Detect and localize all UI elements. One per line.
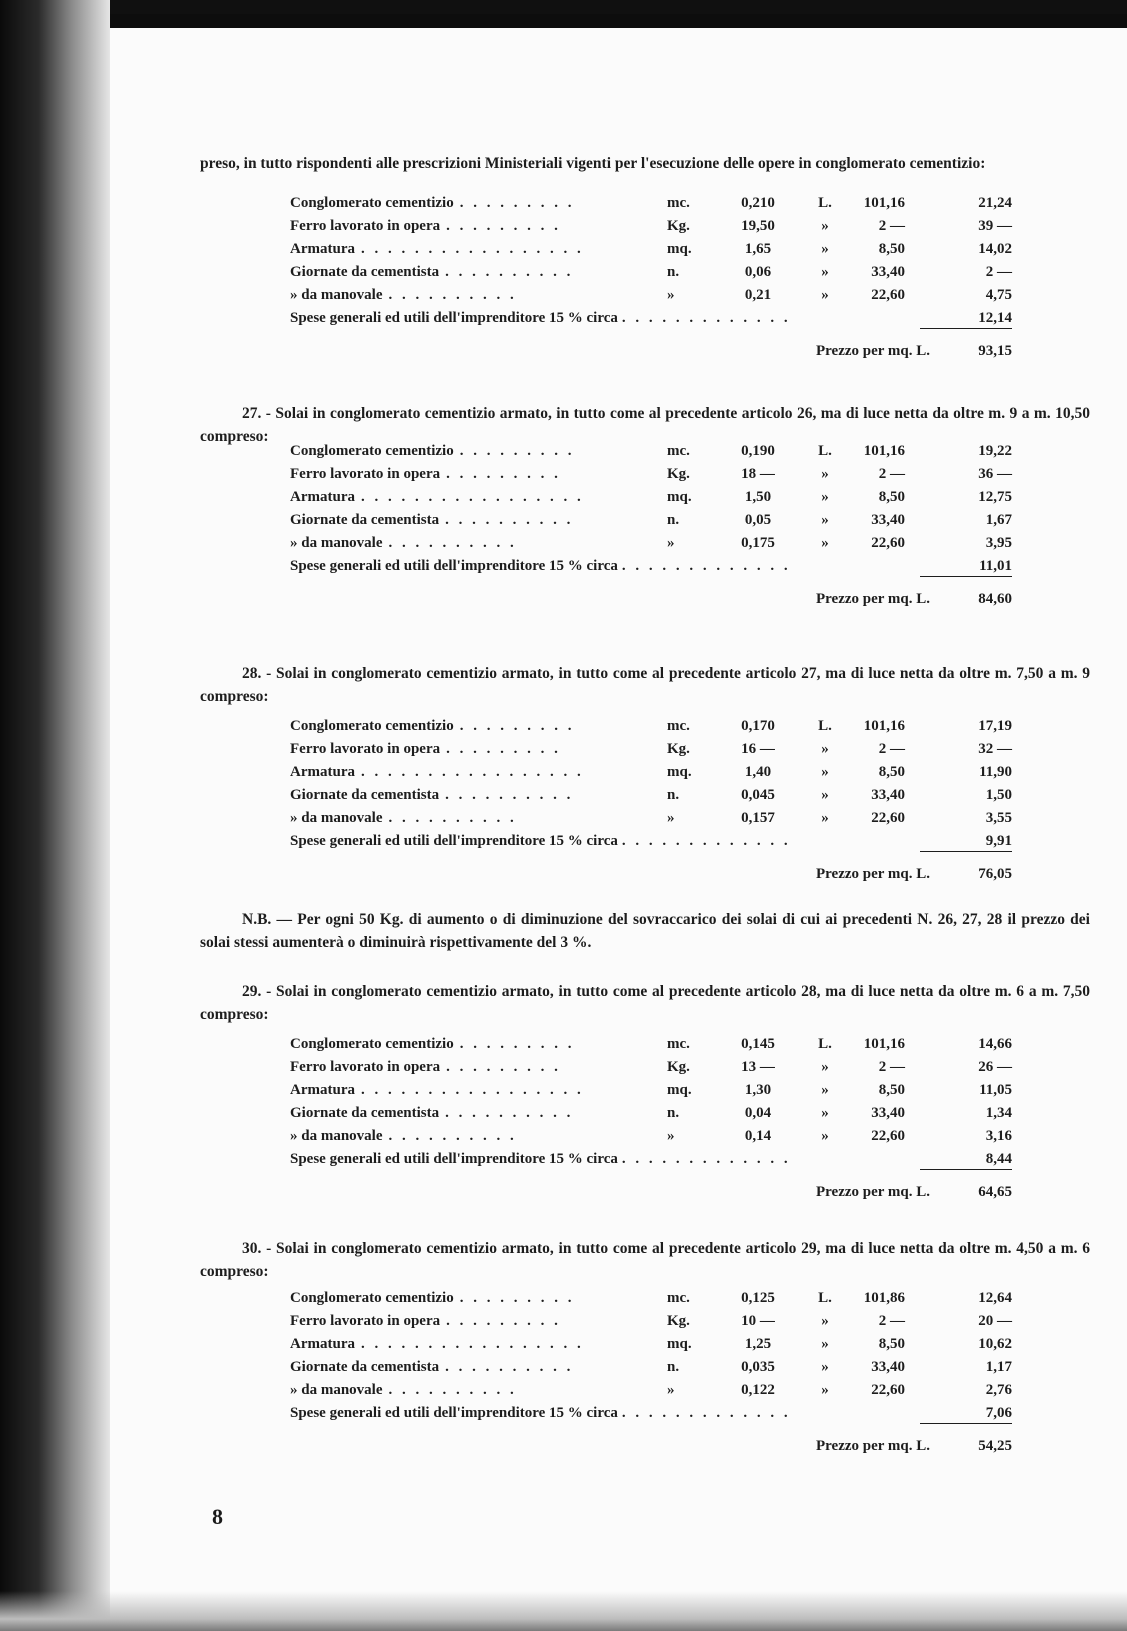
item-description-text: Conglomerato cementizio bbox=[290, 718, 454, 734]
cost-row bbox=[290, 1336, 1030, 1358]
quantity-cell: 0,145 bbox=[741, 1036, 775, 1052]
quantity-cell: 0,035 bbox=[741, 1359, 775, 1375]
leader-dots: . . . . . . . . . . . . . bbox=[621, 1405, 791, 1421]
quantity-cell: 0,122 bbox=[741, 1382, 775, 1398]
unit-price-cell: 8,50 bbox=[878, 764, 905, 780]
unit-price-cell: 2 — bbox=[878, 741, 905, 757]
cost-row bbox=[290, 718, 1030, 740]
amount-cell: 10,62 bbox=[978, 1336, 1012, 1352]
leader-dots: . . . . . . . . . bbox=[459, 443, 575, 459]
price-total-value: 93,15 bbox=[978, 343, 1012, 359]
unit-price-cell: 22,60 bbox=[871, 535, 905, 551]
item-description-text: Ferro lavorato in opera bbox=[290, 466, 441, 482]
leader-dots: . . . . . . . . . . . . . . . . . bbox=[360, 764, 584, 780]
item-description-text: » da manovale bbox=[290, 1382, 383, 1398]
item-description-text: Conglomerato cementizio bbox=[290, 1036, 454, 1052]
amount-cell: 4,75 bbox=[985, 287, 1012, 303]
currency-cell: » bbox=[821, 264, 829, 280]
unit-cell: mc. bbox=[667, 195, 690, 211]
leader-dots: . . . . . . . . . . bbox=[388, 1128, 517, 1144]
amount-cell: 3,55 bbox=[985, 810, 1012, 826]
unit-cell: Kg. bbox=[667, 741, 690, 757]
amount-cell: 1,34 bbox=[985, 1105, 1012, 1121]
unit-price-cell: 2 — bbox=[878, 218, 905, 234]
item-description-text: Armatura bbox=[290, 241, 355, 257]
overhead-amount: 12,14 bbox=[920, 310, 1012, 329]
article-heading: 27. - Solai in conglomerato cementizio armato, in tutto come al precedente articolo 26, ma di luce netta da oltre m. 9 a m. 10,50 compreso: bbox=[200, 405, 1090, 445]
overhead-text: Spese generali ed utili dell'imprenditore 15 % circa bbox=[290, 310, 618, 326]
amount-cell: 14,66 bbox=[978, 1036, 1012, 1052]
item-description-text: » da manovale bbox=[290, 1128, 383, 1144]
leader-dots: . . . . . . . . . bbox=[446, 466, 561, 482]
cost-row bbox=[290, 1128, 1030, 1150]
item-description bbox=[290, 1128, 517, 1145]
currency-cell: » bbox=[821, 1359, 829, 1375]
unit-cell: » bbox=[667, 1382, 675, 1398]
currency-cell: » bbox=[821, 241, 829, 257]
amount-cell: 11,05 bbox=[979, 1082, 1012, 1098]
quantity-cell: 0,210 bbox=[741, 195, 775, 211]
quantity-cell: 13 — bbox=[741, 1059, 775, 1075]
unit-price-cell: 101,16 bbox=[863, 443, 905, 459]
price-total-row bbox=[290, 343, 1030, 365]
item-description-text: Ferro lavorato in opera bbox=[290, 1059, 441, 1075]
amount-cell: 1,67 bbox=[985, 512, 1012, 528]
item-description bbox=[290, 1313, 561, 1330]
unit-price-cell: 22,60 bbox=[871, 1382, 905, 1398]
unit-cell: n. bbox=[667, 512, 680, 528]
unit-cell: n. bbox=[667, 1105, 680, 1121]
unit-cell: Kg. bbox=[667, 1313, 690, 1329]
cost-row bbox=[290, 1036, 1030, 1058]
quantity-cell: 10 — bbox=[741, 1313, 775, 1329]
price-total-label: Prezzo per mq. L. bbox=[815, 1438, 930, 1454]
item-description-text: Armatura bbox=[290, 1082, 355, 1098]
leader-dots: . . . . . . . . . . . . . bbox=[621, 833, 791, 849]
unit-price-cell: 101,16 bbox=[863, 1036, 905, 1052]
item-description bbox=[290, 1059, 561, 1076]
price-total-value: 84,60 bbox=[978, 591, 1012, 607]
cost-row bbox=[290, 1382, 1030, 1404]
unit-cell: mc. bbox=[667, 1290, 690, 1306]
leader-dots: . . . . . . . . . . bbox=[388, 1382, 517, 1398]
leader-dots: . . . . . . . . . bbox=[446, 1059, 561, 1075]
amount-cell: 2 — bbox=[985, 264, 1012, 280]
cost-row bbox=[290, 1082, 1030, 1104]
item-description-text: Armatura bbox=[290, 1336, 355, 1352]
item-description bbox=[290, 741, 561, 758]
amount-cell: 17,19 bbox=[978, 718, 1012, 734]
cost-row bbox=[290, 512, 1030, 534]
currency-cell: L. bbox=[818, 195, 832, 211]
cost-row bbox=[290, 1290, 1030, 1312]
leader-dots: . . . . . . . . . bbox=[459, 1290, 575, 1306]
quantity-cell: 1,25 bbox=[744, 1336, 772, 1352]
item-description bbox=[290, 512, 573, 529]
leader-dots: . . . . . . . . . . bbox=[445, 1105, 574, 1121]
item-description bbox=[290, 466, 561, 483]
unit-price-cell: 8,50 bbox=[878, 1336, 905, 1352]
cost-row bbox=[290, 787, 1030, 809]
item-description bbox=[290, 443, 574, 460]
amount-cell: 19,22 bbox=[978, 443, 1012, 459]
price-total-label: Prezzo per mq. L. bbox=[815, 1184, 930, 1200]
quantity-cell: 19,50 bbox=[741, 218, 775, 234]
amount-cell: 3,95 bbox=[985, 535, 1012, 551]
item-description bbox=[290, 241, 584, 258]
item-description-text: Giornate da cementista bbox=[290, 264, 440, 280]
currency-cell: L. bbox=[818, 718, 832, 734]
quantity-cell: 0,157 bbox=[741, 810, 775, 826]
amount-cell: 12,75 bbox=[978, 489, 1012, 505]
leader-dots: . . . . . . . . . . . . . bbox=[621, 558, 791, 574]
overhead-row bbox=[290, 1405, 1030, 1427]
unit-cell: » bbox=[667, 287, 675, 303]
cost-row bbox=[290, 1059, 1030, 1081]
quantity-cell: 16 — bbox=[741, 741, 775, 757]
currency-cell: » bbox=[821, 287, 829, 303]
article-heading: 30. - Solai in conglomerato cementizio armato, in tutto come al precedente articolo 29, ma di luce netta da oltre m. 4,50 a m. 6 compreso: bbox=[200, 1240, 1090, 1280]
intro-paragraph: preso, in tutto rispondenti alle prescrizioni Ministeriali vigenti per l'esecuzione delle opere in conglomerato cementizio: bbox=[200, 155, 986, 172]
leader-dots: . . . . . . . . . bbox=[459, 1036, 575, 1052]
currency-cell: L. bbox=[818, 443, 832, 459]
amount-cell: 12,64 bbox=[978, 1290, 1012, 1306]
item-description bbox=[290, 810, 517, 827]
cost-row bbox=[290, 241, 1030, 263]
leader-dots: . . . . . . . . . bbox=[459, 195, 575, 211]
item-description-text: Giornate da cementista bbox=[290, 787, 440, 803]
quantity-cell: 0,170 bbox=[741, 718, 775, 734]
currency-cell: » bbox=[821, 466, 829, 482]
overhead-text: Spese generali ed utili dell'imprenditore 15 % circa bbox=[290, 833, 618, 849]
price-total-row bbox=[290, 591, 1030, 613]
currency-cell: » bbox=[821, 764, 829, 780]
overhead-description bbox=[290, 558, 791, 575]
unit-cell: mq. bbox=[667, 241, 692, 257]
currency-cell: » bbox=[821, 535, 829, 551]
cost-row bbox=[290, 764, 1030, 786]
unit-price-cell: 2 — bbox=[878, 1059, 905, 1075]
quantity-cell: 0,175 bbox=[741, 535, 775, 551]
unit-price-cell: 8,50 bbox=[878, 489, 905, 505]
overhead-amount: 11,01 bbox=[920, 558, 1012, 577]
overhead-amount: 9,91 bbox=[920, 833, 1012, 852]
overhead-description bbox=[290, 833, 791, 850]
currency-cell: » bbox=[821, 512, 829, 528]
quantity-cell: 0,06 bbox=[744, 264, 772, 280]
quantity-cell: 1,30 bbox=[744, 1082, 772, 1098]
cost-row bbox=[290, 1359, 1030, 1381]
unit-price-cell: 101,16 bbox=[863, 195, 905, 211]
amount-cell: 32 — bbox=[978, 741, 1012, 757]
item-description bbox=[290, 535, 517, 552]
unit-cell: n. bbox=[667, 1359, 680, 1375]
unit-cell: mq. bbox=[667, 1082, 692, 1098]
currency-cell: » bbox=[821, 787, 829, 803]
price-total-value: 64,65 bbox=[978, 1184, 1012, 1200]
unit-price-cell: 2 — bbox=[878, 1313, 905, 1329]
item-description-text: Ferro lavorato in opera bbox=[290, 741, 441, 757]
overhead-amount: 8,44 bbox=[920, 1151, 1012, 1170]
quantity-cell: 0,21 bbox=[744, 287, 772, 303]
unit-price-cell: 22,60 bbox=[871, 810, 905, 826]
unit-cell: Kg. bbox=[667, 218, 690, 234]
amount-cell: 21,24 bbox=[978, 195, 1012, 211]
item-description-text: » da manovale bbox=[290, 810, 383, 826]
overhead-text: Spese generali ed utili dell'imprenditore 15 % circa bbox=[290, 558, 618, 574]
item-description bbox=[290, 1082, 584, 1099]
item-description-text: Conglomerato cementizio bbox=[290, 1290, 454, 1306]
overhead-description bbox=[290, 1405, 791, 1422]
currency-cell: » bbox=[821, 741, 829, 757]
amount-cell: 2,76 bbox=[985, 1382, 1012, 1398]
item-description-text: Armatura bbox=[290, 489, 355, 505]
leader-dots: . . . . . . . . . . . . . . . . . bbox=[360, 1082, 584, 1098]
quantity-cell: 0,190 bbox=[741, 443, 775, 459]
unit-price-cell: 33,40 bbox=[871, 512, 905, 528]
item-description-text: » da manovale bbox=[290, 287, 383, 303]
cost-row bbox=[290, 489, 1030, 511]
unit-price-cell: 33,40 bbox=[871, 264, 905, 280]
overhead-text: Spese generali ed utili dell'imprenditore 15 % circa bbox=[290, 1151, 618, 1167]
quantity-cell: 0,125 bbox=[741, 1290, 775, 1306]
quantity-cell: 0,14 bbox=[744, 1128, 772, 1144]
currency-cell: L. bbox=[818, 1290, 832, 1306]
quantity-cell: 1,65 bbox=[744, 241, 772, 257]
item-description bbox=[290, 1105, 573, 1122]
unit-price-cell: 22,60 bbox=[871, 287, 905, 303]
unit-price-cell: 8,50 bbox=[878, 241, 905, 257]
item-description bbox=[290, 218, 561, 235]
amount-cell: 39 — bbox=[978, 218, 1012, 234]
leader-dots: . . . . . . . . . . . . . bbox=[621, 1151, 791, 1167]
leader-dots: . . . . . . . . . . bbox=[388, 810, 517, 826]
leader-dots: . . . . . . . . . . . . . . . . . bbox=[360, 489, 584, 505]
item-description bbox=[290, 264, 573, 281]
currency-cell: » bbox=[821, 1105, 829, 1121]
unit-price-cell: 101,16 bbox=[863, 718, 905, 734]
unit-cell: mc. bbox=[667, 1036, 690, 1052]
amount-cell: 3,16 bbox=[985, 1128, 1012, 1144]
price-total-label: Prezzo per mq. L. bbox=[815, 866, 930, 882]
item-description bbox=[290, 718, 574, 735]
item-description-text: Ferro lavorato in opera bbox=[290, 1313, 441, 1329]
cost-row bbox=[290, 535, 1030, 557]
leader-dots: . . . . . . . . . . bbox=[388, 535, 517, 551]
overhead-description bbox=[290, 310, 791, 327]
price-total-label: Prezzo per mq. L. bbox=[815, 343, 930, 359]
unit-cell: n. bbox=[667, 787, 680, 803]
unit-price-cell: 33,40 bbox=[871, 1105, 905, 1121]
unit-cell: » bbox=[667, 810, 675, 826]
price-total-value: 54,25 bbox=[978, 1438, 1012, 1454]
article-heading: 29. - Solai in conglomerato cementizio armato, in tutto come al precedente articolo 28, ma di luce netta da oltre m. 6 a m. 7,50 compreso: bbox=[200, 983, 1090, 1023]
leader-dots: . . . . . . . . . . . . . . . . . bbox=[360, 241, 584, 257]
item-description-text: Ferro lavorato in opera bbox=[290, 218, 441, 234]
unit-price-cell: 33,40 bbox=[871, 1359, 905, 1375]
cost-row bbox=[290, 264, 1030, 286]
item-description-text: » da manovale bbox=[290, 535, 383, 551]
leader-dots: . . . . . . . . . . bbox=[445, 512, 574, 528]
amount-cell: 1,50 bbox=[985, 787, 1012, 803]
quantity-cell: 0,04 bbox=[744, 1105, 772, 1121]
nb-note: N.B. — Per ogni 50 Kg. di aumento o di diminuzione del sovraccarico dei solai di cui ai precedenti N. 26, 27, 28 il prezzo dei solai stessi aumenterà o diminuirà rispettivamente del 3 %. bbox=[200, 911, 1090, 951]
currency-cell: » bbox=[821, 1082, 829, 1098]
price-total-row bbox=[290, 866, 1030, 888]
cost-row bbox=[290, 1313, 1030, 1335]
overhead-amount: 7,06 bbox=[920, 1405, 1012, 1424]
item-description bbox=[290, 489, 584, 506]
overhead-row bbox=[290, 833, 1030, 855]
unit-price-cell: 8,50 bbox=[878, 1082, 905, 1098]
currency-cell: » bbox=[821, 1128, 829, 1144]
item-description bbox=[290, 195, 574, 212]
item-description-text: Conglomerato cementizio bbox=[290, 195, 454, 211]
quantity-cell: 0,05 bbox=[744, 512, 772, 528]
price-total-row bbox=[290, 1184, 1030, 1206]
item-description bbox=[290, 1382, 517, 1399]
amount-cell: 14,02 bbox=[978, 241, 1012, 257]
price-total-label: Prezzo per mq. L. bbox=[815, 591, 930, 607]
amount-cell: 11,90 bbox=[979, 764, 1012, 780]
price-total-value: 76,05 bbox=[978, 866, 1012, 882]
leader-dots: . . . . . . . . . . bbox=[445, 787, 574, 803]
unit-price-cell: 101,86 bbox=[863, 1290, 905, 1306]
currency-cell: » bbox=[821, 1382, 829, 1398]
unit-cell: » bbox=[667, 535, 675, 551]
unit-cell: Kg. bbox=[667, 466, 690, 482]
cost-row bbox=[290, 287, 1030, 309]
cost-row bbox=[290, 741, 1030, 763]
unit-cell: n. bbox=[667, 264, 680, 280]
quantity-cell: 0,045 bbox=[741, 787, 775, 803]
quantity-cell: 1,50 bbox=[744, 489, 772, 505]
overhead-description bbox=[290, 1151, 791, 1168]
item-description bbox=[290, 787, 573, 804]
item-description-text: Conglomerato cementizio bbox=[290, 443, 454, 459]
quantity-cell: 18 — bbox=[741, 466, 775, 482]
unit-cell: mc. bbox=[667, 718, 690, 734]
cost-row bbox=[290, 195, 1030, 217]
page-number: 8 bbox=[212, 1504, 223, 1529]
leader-dots: . . . . . . . . . bbox=[446, 1313, 561, 1329]
overhead-row bbox=[290, 558, 1030, 580]
currency-cell: L. bbox=[818, 1036, 832, 1052]
item-description bbox=[290, 764, 584, 781]
unit-cell: » bbox=[667, 1128, 675, 1144]
leader-dots: . . . . . . . . . bbox=[446, 218, 561, 234]
item-description-text: Giornate da cementista bbox=[290, 512, 440, 528]
item-description bbox=[290, 1359, 573, 1376]
overhead-row bbox=[290, 1151, 1030, 1173]
unit-cell: mq. bbox=[667, 489, 692, 505]
currency-cell: » bbox=[821, 1313, 829, 1329]
unit-cell: Kg. bbox=[667, 1059, 690, 1075]
leader-dots: . . . . . . . . . bbox=[446, 741, 561, 757]
item-description-text: Giornate da cementista bbox=[290, 1359, 440, 1375]
item-description-text: Armatura bbox=[290, 764, 355, 780]
cost-row bbox=[290, 810, 1030, 832]
article-heading: 28. - Solai in conglomerato cementizio armato, in tutto come al precedente articolo 27, ma di luce netta da oltre m. 7,50 a m. 9 compreso: bbox=[200, 665, 1090, 705]
unit-price-cell: 22,60 bbox=[871, 1128, 905, 1144]
leader-dots: . . . . . . . . . . . . . . . . . bbox=[360, 1336, 584, 1352]
leader-dots: . . . . . . . . . . bbox=[445, 264, 574, 280]
cost-row bbox=[290, 1105, 1030, 1127]
item-description-text: Giornate da cementista bbox=[290, 1105, 440, 1121]
overhead-text: Spese generali ed utili dell'imprenditore 15 % circa bbox=[290, 1405, 618, 1421]
unit-cell: mc. bbox=[667, 443, 690, 459]
item-description bbox=[290, 1336, 584, 1353]
leader-dots: . . . . . . . . . . bbox=[388, 287, 517, 303]
currency-cell: » bbox=[821, 1336, 829, 1352]
leader-dots: . . . . . . . . . . . . . bbox=[621, 310, 791, 326]
leader-dots: . . . . . . . . . . bbox=[445, 1359, 574, 1375]
leader-dots: . . . . . . . . . bbox=[459, 718, 575, 734]
currency-cell: » bbox=[821, 218, 829, 234]
price-total-row bbox=[290, 1438, 1030, 1460]
cost-row bbox=[290, 443, 1030, 465]
unit-price-cell: 33,40 bbox=[871, 787, 905, 803]
unit-price-cell: 2 — bbox=[878, 466, 905, 482]
item-description bbox=[290, 1036, 574, 1053]
unit-cell: mq. bbox=[667, 764, 692, 780]
quantity-cell: 1,40 bbox=[744, 764, 772, 780]
amount-cell: 20 — bbox=[978, 1313, 1012, 1329]
cost-row bbox=[290, 218, 1030, 240]
cost-row bbox=[290, 466, 1030, 488]
amount-cell: 36 — bbox=[978, 466, 1012, 482]
unit-cell: mq. bbox=[667, 1336, 692, 1352]
currency-cell: » bbox=[821, 1059, 829, 1075]
amount-cell: 26 — bbox=[978, 1059, 1012, 1075]
currency-cell: » bbox=[821, 810, 829, 826]
amount-cell: 1,17 bbox=[985, 1359, 1012, 1375]
overhead-row bbox=[290, 310, 1030, 332]
currency-cell: » bbox=[821, 489, 829, 505]
item-description bbox=[290, 287, 517, 304]
item-description bbox=[290, 1290, 574, 1307]
